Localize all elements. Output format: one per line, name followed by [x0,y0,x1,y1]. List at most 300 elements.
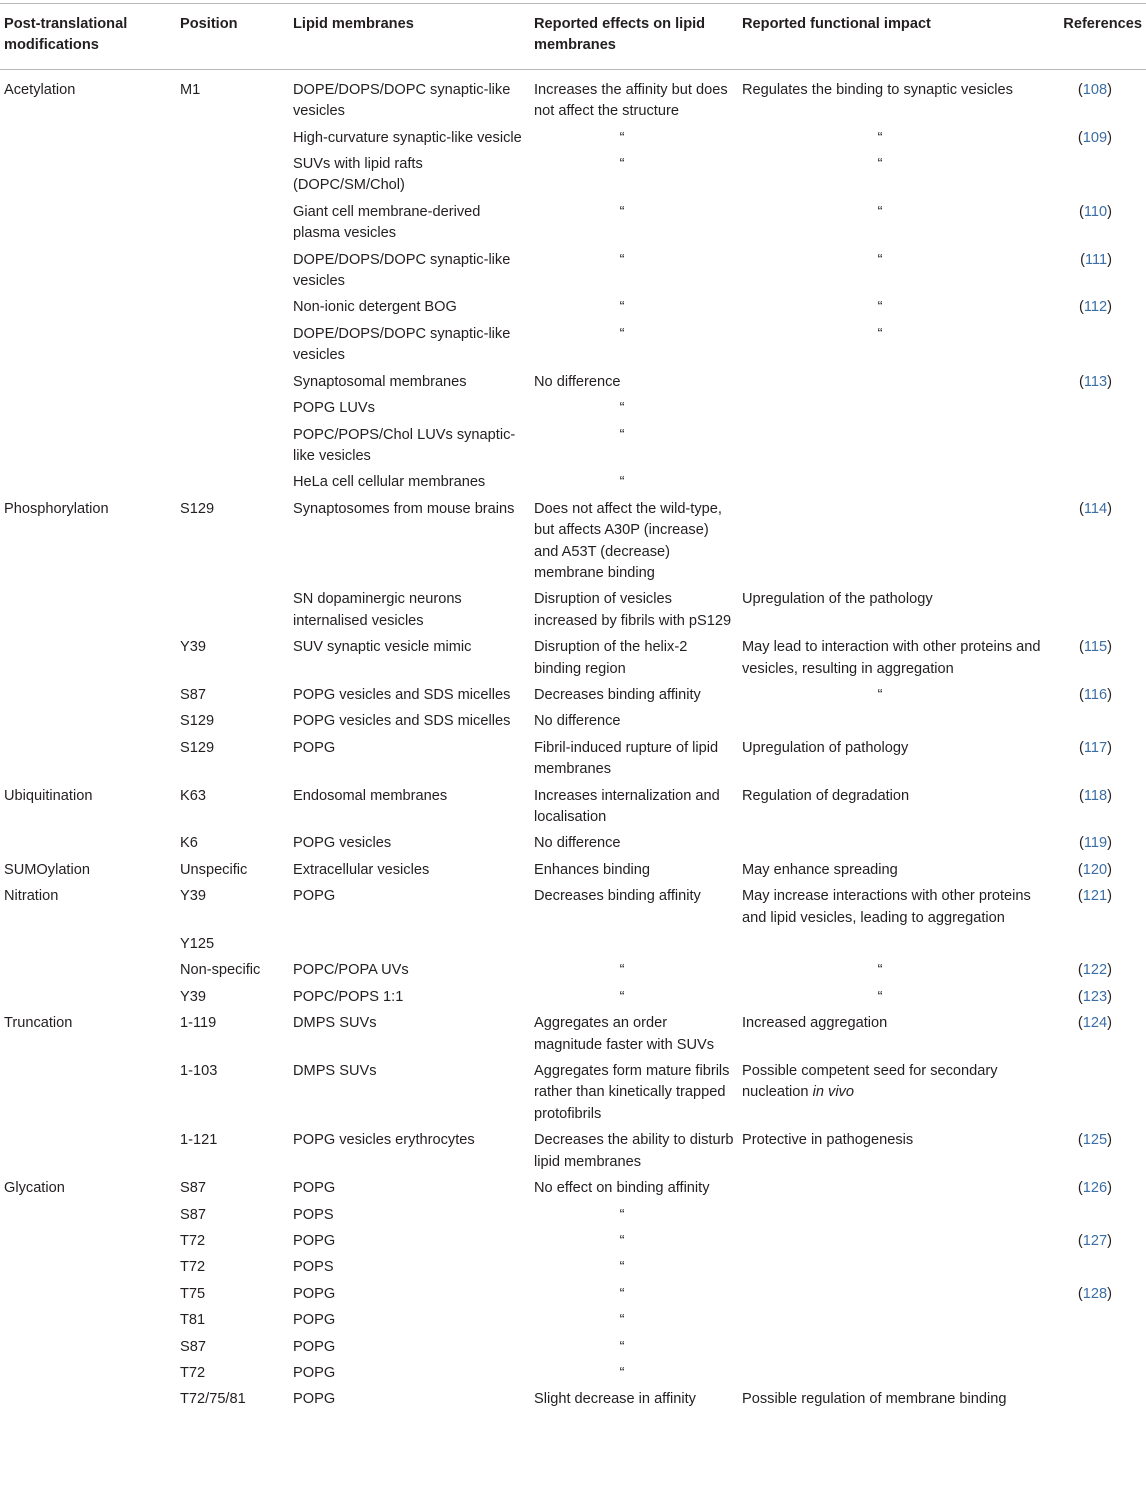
cell-lipid [289,1361,530,1387]
cell-impact-text: “ [877,325,883,342]
table-row [0,635,1146,683]
cell-effect [530,1128,738,1176]
cell-reference[interactable] [1046,1282,1146,1308]
cell-lipid [289,932,530,958]
cell-effect-text: Increases the affinity but does not affect the structure [534,81,728,120]
cell-effect-text: Aggregates form mature fibrils rather than kinetically trapped protofibrils [534,1063,730,1122]
header-effects: Reported effects on lipid membranes [530,4,738,70]
cell-ptm [0,1128,176,1176]
table-row [0,784,1146,832]
cell-position-text: 1-103 [180,1063,218,1080]
cell-impact [738,736,1046,784]
cell-ptm [0,985,176,1011]
cell-lipid-text: POPG [293,1338,336,1355]
cell-effect-text: Decreases binding affinity [534,888,701,905]
cell-impact [738,248,1046,296]
cell-ptm [0,1255,176,1281]
cell-lipid [289,1282,530,1308]
cell-ptm [0,248,176,296]
cell-impact [738,1308,1046,1334]
cell-lipid-text: High-curvature synaptic-like vesicle [293,129,522,146]
cell-reference[interactable] [1046,497,1146,588]
cell-position-text: 1-121 [180,1132,218,1149]
cell-lipid-text: POPG [293,739,336,756]
cell-position [176,884,289,932]
cell-effect [530,423,738,471]
cell-reference[interactable] [1046,1011,1146,1059]
cell-effect [530,295,738,321]
cell-reference[interactable] [1046,683,1146,709]
table-row [0,709,1146,735]
cell-ptm-text: Acetylation [4,81,76,98]
cell-ptm [0,1335,176,1361]
table-row [0,470,1146,496]
cell-lipid [289,470,530,496]
cell-ptm [0,126,176,152]
cell-effect-text: “ [619,962,625,979]
cell-reference[interactable] [1046,295,1146,321]
paren-close: ) [1107,686,1112,703]
cell-lipid [289,709,530,735]
cell-reference[interactable] [1046,69,1146,125]
table-row [0,884,1146,932]
cell-effect [530,932,738,958]
paren-close: ) [1107,739,1112,756]
header-position: Position [176,4,289,70]
cell-lipid-text: POPC/POPS 1:1 [293,988,404,1005]
cell-lipid [289,736,530,784]
cell-lipid [289,831,530,857]
paren-open: ( [1077,962,1083,979]
table-row [0,1308,1146,1334]
cell-effect-text: “ [619,474,625,491]
cell-position [176,295,289,321]
cell-lipid [289,858,530,884]
cell-reference [1046,1387,1146,1413]
paren-close: ) [1107,81,1112,98]
reference-link[interactable]: 113 [1083,373,1108,390]
cell-effect [530,635,738,683]
cell-effect-text: “ [619,426,625,443]
cell-reference[interactable] [1046,635,1146,683]
cell-reference[interactable] [1046,736,1146,784]
cell-lipid-text: DOPE/DOPS/DOPC synaptic-like vesicles [293,251,511,290]
paren-close: ) [1107,500,1112,517]
paren-close: ) [1107,203,1112,220]
cell-lipid [289,635,530,683]
table-row [0,1128,1146,1176]
cell-effect [530,396,738,422]
table-row [0,69,1146,125]
table-row [0,1387,1146,1413]
cell-position [176,985,289,1011]
reference-link[interactable]: 118 [1083,787,1108,804]
cell-ptm-text: Phosphorylation [4,500,109,517]
cell-impact-text: May increase interactions with other proteins and lipid vesicles, leading to aggregation [742,888,1031,926]
cell-effect-text: Fibril-induced rupture of lipid membranes [534,739,719,778]
paren-open: ( [1078,835,1084,852]
cell-impact [738,1229,1046,1255]
cell-position [176,1203,289,1229]
cell-impact [738,587,1046,635]
cell-effect [530,1282,738,1308]
cell-ptm [0,1176,176,1202]
cell-position [176,423,289,471]
cell-reference [1046,1203,1146,1229]
cell-effect [530,1387,738,1413]
table-row [0,152,1146,200]
cell-ptm [0,396,176,422]
reference-link[interactable]: 122 [1082,962,1108,979]
cell-effect-text: Does not affect the wild-type, but affects A30P (increase) and A53T (decrease) membrane binding [534,500,722,581]
reference-link[interactable]: 125 [1082,1132,1108,1149]
reference-link[interactable]: 115 [1083,639,1108,656]
cell-reference[interactable] [1046,1176,1146,1202]
table-row [0,295,1146,321]
cell-lipid [289,1011,530,1059]
cell-impact [738,1059,1046,1128]
reference-link[interactable]: 112 [1083,299,1108,316]
paren-open: ( [1077,988,1083,1005]
reference-link[interactable]: 117 [1083,739,1108,756]
cell-reference [1046,1361,1146,1387]
cell-impact-text: Regulates the binding to synaptic vesicles [742,81,1013,98]
paren-close: ) [1107,251,1112,268]
cell-lipid [289,1255,530,1281]
cell-effect-text: Disruption of vesicles increased by fibrils with pS129 [534,591,732,629]
cell-effect-text: No difference [534,835,621,852]
header-row [0,4,1146,70]
cell-lipid [289,1308,530,1334]
cell-effect-text: “ [619,203,625,220]
cell-reference [1046,1335,1146,1361]
cell-lipid [289,126,530,152]
cell-lipid [289,985,530,1011]
cell-effect-text: No difference [534,713,621,730]
paren-close: ) [1107,1232,1112,1249]
cell-lipid-text: POPG LUVs [293,400,375,417]
cell-impact-text: Regulation of degradation [742,787,910,804]
cell-lipid [289,295,530,321]
cell-lipid-text: POPS [293,1259,334,1276]
cell-position [176,1176,289,1202]
cell-effect [530,200,738,248]
cell-lipid [289,248,530,296]
table-row [0,1176,1146,1202]
table-row [0,1059,1146,1128]
cell-position [176,470,289,496]
cell-impact [738,884,1046,932]
cell-position [176,587,289,635]
cell-reference[interactable] [1046,958,1146,984]
cell-position [176,784,289,832]
cell-position-text: S87 [180,1206,206,1223]
cell-position [176,370,289,396]
reference-link[interactable]: 108 [1082,81,1108,98]
cell-ptm-text: SUMOylation [4,861,90,878]
reference-link[interactable]: 124 [1082,1015,1108,1032]
reference-link[interactable]: 114 [1083,500,1108,517]
table-row [0,1335,1146,1361]
table-row [0,126,1146,152]
cell-impact [738,858,1046,884]
cell-lipid [289,370,530,396]
cell-impact [738,831,1046,857]
cell-lipid [289,587,530,635]
paren-close: ) [1107,1015,1112,1032]
header-references: References [1046,4,1146,70]
paren-close: ) [1107,988,1112,1005]
paren-close: ) [1107,787,1112,804]
cell-reference [1046,709,1146,735]
cell-position [176,1229,289,1255]
cell-ptm [0,370,176,396]
cell-position-text: T75 [180,1285,206,1302]
cell-impact [738,69,1046,125]
cell-position [176,736,289,784]
cell-ptm [0,784,176,832]
cell-impact-text: Possible regulation of membrane binding [742,1391,1007,1408]
cell-position [176,958,289,984]
cell-effect [530,1011,738,1059]
cell-lipid-text: POPC/POPA UVs [293,962,409,979]
cell-position [176,858,289,884]
cell-reference [1046,396,1146,422]
cell-impact [738,396,1046,422]
cell-lipid-text: POPG vesicles [293,835,392,852]
cell-position [176,1361,289,1387]
cell-position-text: S87 [180,1338,206,1355]
cell-lipid-text: DOPE/DOPS/DOPC synaptic-like vesicles [293,325,511,364]
cell-position-text: Non-specific [180,962,261,979]
cell-ptm [0,1011,176,1059]
cell-reference[interactable] [1046,248,1146,296]
cell-effect [530,1361,738,1387]
cell-reference[interactable] [1046,370,1146,396]
cell-effect-text: “ [619,299,625,316]
cell-position [176,635,289,683]
table-row [0,683,1146,709]
cell-effect-text: No difference [534,373,621,390]
paren-close: ) [1107,373,1112,390]
paren-close: ) [1107,1180,1112,1197]
cell-effect-text: “ [619,325,625,342]
cell-lipid-text: DMPS SUVs [293,1063,377,1080]
cell-effect [530,1059,738,1128]
cell-position [176,69,289,125]
cell-effect [530,736,738,784]
cell-position-text: T72 [180,1364,206,1381]
cell-effect [530,152,738,200]
cell-position-text: T81 [180,1312,206,1329]
cell-reference[interactable] [1046,126,1146,152]
cell-lipid [289,884,530,932]
cell-effect-text: Slight decrease in affinity [534,1391,696,1408]
cell-lipid-text: Non-ionic detergent BOG [293,299,457,316]
cell-reference [1046,1255,1146,1281]
table-row [0,396,1146,422]
paren-open: ( [1077,888,1083,905]
cell-lipid-text: SN dopaminergic neurons internalised vesicles [293,591,462,629]
paren-close: ) [1107,888,1112,905]
cell-ptm [0,1282,176,1308]
cell-ptm [0,1229,176,1255]
cell-effect-text: “ [619,251,625,268]
cell-lipid-text: POPG [293,1391,336,1408]
cell-position [176,1387,289,1413]
cell-impact [738,1361,1046,1387]
cell-position-text: K63 [180,787,206,804]
cell-reference [1046,1059,1146,1128]
cell-reference [1046,322,1146,370]
cell-impact [738,370,1046,396]
cell-reference[interactable] [1046,884,1146,932]
cell-position [176,932,289,958]
reference-link[interactable]: 109 [1082,129,1108,146]
cell-impact [738,1128,1046,1176]
paren-open: ( [1077,81,1083,98]
cell-effect-text: Aggregates an order magnitude faster with SUVs [534,1015,715,1053]
cell-effect [530,322,738,370]
cell-ptm-text: Ubiquitination [4,787,93,804]
paren-open: ( [1077,1180,1083,1197]
cell-reference[interactable] [1046,784,1146,832]
cell-position [176,1128,289,1176]
table-row [0,1361,1146,1387]
cell-lipid [289,958,530,984]
cell-reference[interactable] [1046,858,1146,884]
cell-lipid-text: POPG vesicles and SDS micelles [293,686,511,703]
cell-ptm [0,709,176,735]
cell-lipid-text: POPG [293,1312,336,1329]
header-ptm: Post-translational modifications [0,4,176,70]
cell-position-text: Y39 [180,988,206,1005]
cell-effect [530,831,738,857]
cell-reference [1046,1308,1146,1334]
table-row [0,1255,1146,1281]
cell-lipid [289,1059,530,1128]
reference-link[interactable]: 126 [1082,1180,1108,1197]
cell-effect-text: “ [619,1285,625,1302]
cell-impact-text: “ [877,156,883,173]
reference-link[interactable]: 119 [1083,835,1108,852]
table-row [0,497,1146,588]
cell-reference [1046,423,1146,471]
cell-impact [738,322,1046,370]
cell-impact [738,200,1046,248]
cell-ptm [0,1059,176,1128]
cell-impact [738,295,1046,321]
cell-reference[interactable] [1046,200,1146,248]
cell-impact [738,709,1046,735]
cell-effect [530,1203,738,1229]
cell-impact [738,985,1046,1011]
cell-lipid-text: Giant cell membrane-derived plasma vesicles [293,203,481,242]
cell-effect [530,1176,738,1202]
cell-lipid-text: POPG vesicles and SDS micelles [293,713,511,730]
cell-impact-text: “ [877,203,883,220]
cell-impact-text: “ [877,299,883,316]
cell-impact [738,958,1046,984]
cell-ptm [0,932,176,958]
reference-link[interactable]: 110 [1083,203,1108,220]
cell-effect-text: “ [619,1338,625,1355]
table-row [0,831,1146,857]
cell-effect [530,985,738,1011]
cell-lipid-text: POPG [293,888,336,905]
cell-position [176,497,289,588]
table-row [0,1011,1146,1059]
cell-impact-text: “ [877,962,883,979]
reference-link[interactable]: 127 [1082,1232,1108,1249]
reference-link[interactable]: 111 [1084,251,1108,268]
cell-effect [530,1335,738,1361]
cell-position [176,1282,289,1308]
cell-effect [530,1255,738,1281]
cell-impact-text: “ [877,129,883,146]
cell-lipid [289,200,530,248]
cell-lipid-text: POPG vesicles erythrocytes [293,1132,475,1149]
cell-impact-text: “ [877,686,883,703]
cell-lipid [289,69,530,125]
cell-position-text: T72 [180,1259,206,1276]
table-row [0,736,1146,784]
paren-open: ( [1078,373,1084,390]
cell-position [176,126,289,152]
cell-effect-text: Increases internalization and localisation [534,787,720,825]
cell-impact [738,1176,1046,1202]
cell-effect-text: “ [619,1206,625,1223]
cell-effect [530,587,738,635]
reference-link[interactable]: 123 [1082,988,1108,1005]
cell-ptm-text: Glycation [4,1180,65,1197]
cell-effect-text: Decreases binding affinity [534,686,701,703]
cell-impact [738,784,1046,832]
cell-effect-text: Enhances binding [534,861,651,878]
table-row [0,985,1146,1011]
reference-link[interactable]: 121 [1082,888,1108,905]
cell-impact [738,152,1046,200]
reference-link[interactable]: 116 [1083,686,1108,703]
cell-impact-text: May lead to interaction with other proteins and vesicles, resulting in aggregation [742,639,1041,677]
reference-link[interactable]: 120 [1082,861,1108,878]
cell-ptm [0,423,176,471]
cell-impact [738,683,1046,709]
reference-link[interactable]: 128 [1082,1285,1108,1302]
cell-lipid [289,396,530,422]
cell-ptm [0,295,176,321]
cell-position [176,709,289,735]
cell-lipid [289,423,530,471]
cell-position [176,396,289,422]
cell-impact [738,497,1046,588]
cell-reference[interactable] [1046,831,1146,857]
cell-reference[interactable] [1046,1229,1146,1255]
cell-effect-text: “ [619,400,625,417]
cell-lipid-text: DOPE/DOPS/DOPC synaptic-like vesicles [293,81,511,120]
cell-reference[interactable] [1046,1128,1146,1176]
cell-reference [1046,587,1146,635]
cell-position-text: S129 [180,739,215,756]
cell-position [176,200,289,248]
table-row [0,248,1146,296]
cell-ptm [0,1387,176,1413]
cell-reference [1046,152,1146,200]
table-row [0,1203,1146,1229]
cell-lipid [289,1203,530,1229]
cell-reference[interactable] [1046,985,1146,1011]
cell-ptm [0,1203,176,1229]
